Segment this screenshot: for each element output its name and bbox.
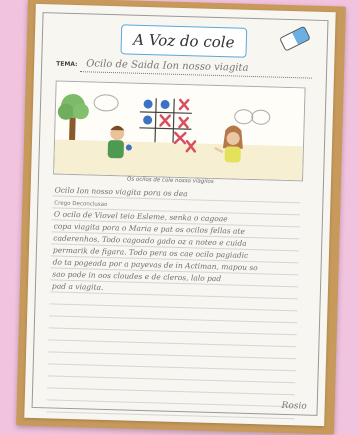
writing-line-text: O ocilo de Viovel teio Esleme, senka o cagoae <box>53 209 228 224</box>
writing-line-text: Crego Deconclusao <box>54 200 108 208</box>
writing-line-text: permarik de figara. Todo pera os cae ocilo pagiadic <box>52 245 249 260</box>
worksheet-paper <box>24 4 335 426</box>
signature: Rosio <box>281 400 307 412</box>
writing-line-text: Ocilo Ion nosso viagita pora os dea <box>54 185 188 199</box>
writing-line-text: copa viagita pora o Maria e pat os ocilos fellas ate <box>53 221 246 236</box>
writing-line-text: pad a viagita. <box>51 281 104 292</box>
writing-line-text: do ta pogeada por a payevas de in Actiman, mapou so <box>52 257 258 273</box>
worksheet-title: A Voz do cole <box>120 24 247 58</box>
theme-text: Ocilo de Saida Ion nosso viagita <box>86 58 249 74</box>
writing-line-text: caderenhos, Todo cagoado gado oz a noteo e cuida <box>53 233 247 248</box>
writing-line-text: sao pode in oos cloudes e de cleros, lalo pad <box>52 269 222 284</box>
theme-label: TEMA: <box>56 60 78 69</box>
drawing-svg <box>54 82 304 181</box>
drawing-illustration <box>53 80 306 181</box>
writing-lines <box>46 184 300 419</box>
illustration-caption: Os ocilos de cole nosso viagilos <box>126 176 214 185</box>
